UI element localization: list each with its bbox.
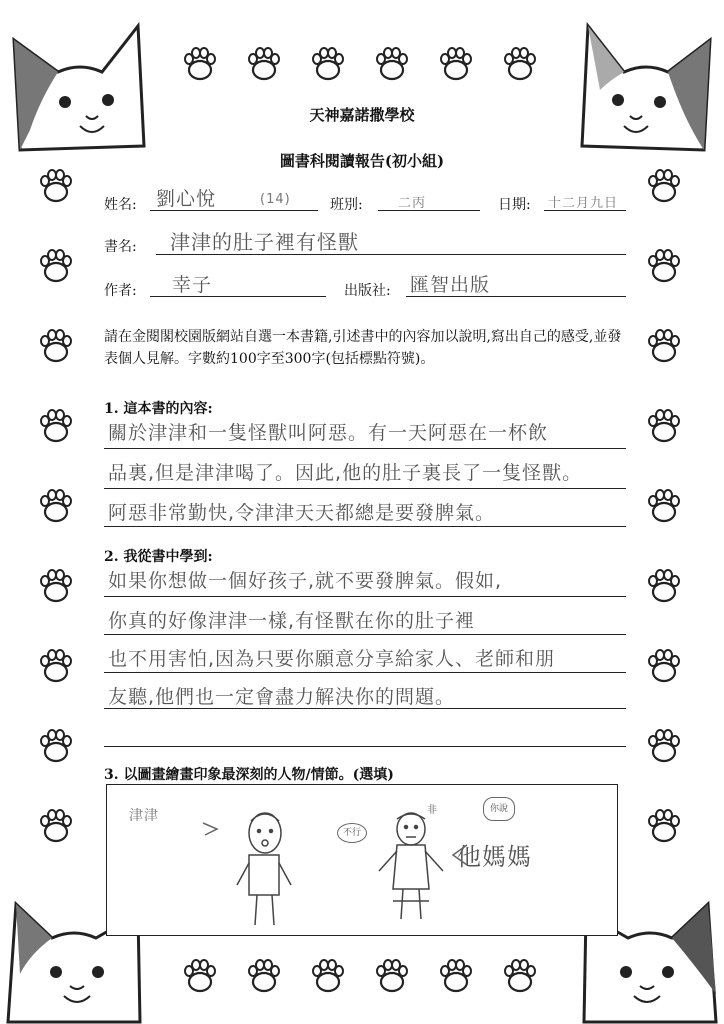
paw-print-icon bbox=[646, 248, 682, 284]
paw-print-icon bbox=[38, 808, 74, 844]
paw-print-icon bbox=[38, 648, 74, 684]
thought-cloud: 你說 bbox=[483, 797, 515, 821]
cat-face-top-right bbox=[574, 10, 724, 160]
drawing-label-mother: 他媽媽 bbox=[457, 843, 532, 871]
cat-face-top-left bbox=[0, 10, 150, 160]
author-field[interactable]: 幸子 bbox=[172, 274, 213, 296]
learned-line-4[interactable]: 友聽,他們也一定會盡力解決你的問題。 bbox=[108, 686, 456, 708]
paw-print-icon bbox=[38, 568, 74, 604]
paw-print-icon bbox=[438, 46, 474, 82]
content-line-1[interactable]: 關於津津和一隻怪獸叫阿惡。有一天阿惡在一杯飲 bbox=[108, 422, 549, 444]
date-label: 日期: bbox=[498, 197, 531, 213]
section-drawing-heading: 3. 以圖畫繪畫印象最深刻的人物/情節。(選填) bbox=[104, 767, 394, 783]
paw-print-icon bbox=[646, 488, 682, 524]
name-label: 姓名: bbox=[104, 197, 137, 213]
speech-bubble: 不行 bbox=[337, 823, 367, 843]
paw-print-icon bbox=[438, 958, 474, 994]
class-number-field[interactable]: (14) bbox=[260, 192, 291, 207]
paw-print-icon bbox=[646, 168, 682, 204]
instructions: 請在金閱閣校園版網站自選一本書籍,引述書中的內容加以說明,寫出自己的感受,並發表個人見解。字數約100字至300字(包括標點符號)。 bbox=[104, 329, 622, 367]
drawing-marks: 非 bbox=[427, 805, 437, 816]
paw-print-icon bbox=[374, 46, 410, 82]
content-line-2[interactable]: 品裏,但是津津喝了。因此,他的肚子裏長了一隻怪獸。 bbox=[108, 462, 583, 484]
paw-print-icon bbox=[182, 958, 218, 994]
paw-print-icon bbox=[310, 958, 346, 994]
paw-print-icon bbox=[38, 488, 74, 524]
stick-figure-drawing bbox=[107, 785, 617, 935]
paw-print-icon bbox=[646, 728, 682, 764]
paw-print-icon bbox=[246, 958, 282, 994]
paw-print-icon bbox=[646, 808, 682, 844]
publisher-label: 出版社: bbox=[344, 283, 391, 299]
date-field[interactable]: 十二月九日 bbox=[548, 196, 619, 211]
paw-print-icon bbox=[646, 328, 682, 364]
publisher-field[interactable]: 匯智出版 bbox=[410, 274, 491, 296]
drawing-label-jinjin: 津津 bbox=[129, 808, 159, 824]
paw-print-icon bbox=[38, 728, 74, 764]
name-field[interactable]: 劉心悅 bbox=[156, 188, 217, 210]
paw-print-icon bbox=[374, 958, 410, 994]
author-label: 作者: bbox=[104, 283, 137, 299]
paw-print-icon bbox=[646, 408, 682, 444]
paw-print-icon bbox=[646, 648, 682, 684]
paw-print-icon bbox=[38, 248, 74, 284]
form-title: 圖書科閱讀報告(初小組) bbox=[279, 152, 445, 170]
content-line-3[interactable]: 阿惡非常勤快,令津津天天都總是要發脾氣。 bbox=[108, 502, 496, 524]
paw-print-icon bbox=[310, 46, 346, 82]
paw-print-icon bbox=[502, 46, 538, 82]
paw-print-icon bbox=[182, 46, 218, 82]
class-label: 班別: bbox=[330, 197, 363, 213]
paw-print-icon bbox=[38, 408, 74, 444]
class-field[interactable]: 二丙 bbox=[398, 196, 427, 211]
drawing-area[interactable] bbox=[106, 784, 618, 936]
paw-print-icon bbox=[646, 568, 682, 604]
learned-line-1[interactable]: 如果你想做一個好孩子,就不要發脾氣。假如, bbox=[108, 570, 503, 592]
paw-print-icon bbox=[502, 958, 538, 994]
book-title-field[interactable]: 津津的肚子裡有怪獸 bbox=[170, 230, 359, 254]
school-name: 天神嘉諾撒學校 bbox=[309, 106, 415, 124]
section-learned-heading: 2. 我從書中學到: bbox=[104, 549, 213, 565]
paw-print-icon bbox=[246, 46, 282, 82]
paw-print-icon bbox=[38, 168, 74, 204]
section-content-heading: 1. 這本書的內容: bbox=[104, 401, 213, 417]
paw-print-icon bbox=[38, 328, 74, 364]
book-title-label: 書名: bbox=[104, 239, 137, 255]
learned-line-3[interactable]: 也不用害怕,因為只要你願意分享給家人、老師和朋 bbox=[108, 648, 556, 670]
learned-line-2[interactable]: 你真的好像津津一樣,有怪獸在你的肚子裡 bbox=[108, 610, 476, 632]
